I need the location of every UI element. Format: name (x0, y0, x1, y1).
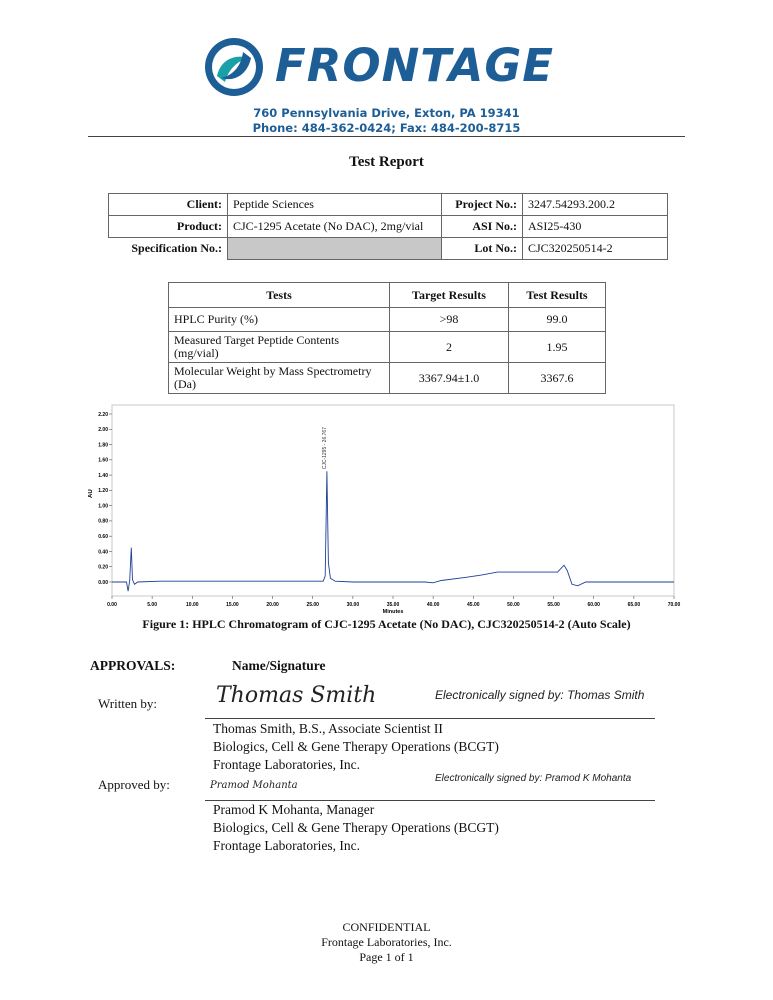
figure-caption: Figure 1: HPLC Chromatogram of CJC-1295 Acetate (No DAC), CJC320250514-2 (Auto Scale) (142, 617, 631, 631)
y-axis-label: AU (88, 489, 94, 498)
hplc-chromatogram (88, 404, 685, 616)
y-tick-label: 0.20 (98, 564, 108, 571)
written-department: Biologics, Cell & Gene Therapy Operations (BCGT) (213, 739, 499, 754)
x-tick-label: 0.00 (107, 602, 117, 608)
logo-text: FRONTAGE (275, 39, 555, 92)
chromatogram-trace (112, 471, 674, 591)
y-tick-label: 0.60 (98, 533, 108, 540)
written-name-title: Thomas Smith, B.S., Associate Scientist II (213, 721, 443, 736)
asi-label: ASI No.: (442, 216, 523, 238)
x-tick-label: 15.00 (226, 602, 239, 608)
tests-header: Tests (169, 283, 390, 308)
project-label: Project No.: (442, 194, 523, 216)
footer-company: Frontage Laboratories, Inc. (321, 935, 452, 949)
target-value: 2 (390, 332, 509, 363)
x-tick-label: 50.00 (507, 602, 520, 608)
written-by-label: Written by: (98, 696, 158, 711)
written-signature-line (205, 718, 655, 719)
page-number: Page 1 of 1 (359, 950, 414, 964)
confidential-label: CONFIDENTIAL (342, 920, 431, 934)
x-tick-label: 70.00 (667, 602, 681, 608)
x-tick-label: 10.00 (186, 602, 199, 608)
chromatogram-svg (88, 404, 685, 616)
table-row (169, 332, 606, 363)
project-value: 3247.54293.200.2 (523, 194, 668, 216)
page-footer (0, 920, 773, 965)
report-info-table (108, 193, 668, 260)
table-row (169, 363, 606, 394)
approved-department: Biologics, Cell & Gene Therapy Operations (BCGT) (213, 820, 499, 835)
approved-name-title: Pramod K Mohanta, Manager (213, 802, 375, 817)
lot-label: Lot No.: (442, 238, 523, 260)
company-logo (203, 36, 573, 96)
company-address: 760 Pennsylvania Drive, Exton, PA 19341 (253, 106, 520, 120)
lot-value: CJC320250514-2 (523, 238, 668, 260)
y-tick-label: 0.00 (98, 579, 108, 586)
y-tick-label: 2.00 (98, 427, 108, 434)
y-tick-label: 1.60 (98, 457, 108, 464)
x-tick-label: 60.00 (587, 602, 600, 608)
spec-label: Specification No.: (131, 241, 222, 256)
client-label: Client: (109, 194, 228, 216)
result-value: 3367.6 (509, 363, 606, 394)
name-signature-heading: Name/Signature (232, 658, 326, 673)
x-tick-label: 35.00 (386, 602, 400, 608)
tests-header-row (169, 283, 606, 308)
tests-table (168, 282, 606, 394)
header-divider (88, 136, 685, 137)
product-label: Product: (109, 216, 228, 238)
x-tick-label: 55.00 (547, 602, 560, 608)
x-tick-label: 25.00 (306, 602, 319, 608)
test-name: Measured Target Peptide Contents (mg/vial) (169, 332, 390, 363)
approved-signature: Pramod Mohanta (210, 780, 298, 791)
y-tick-label: 1.40 (98, 472, 108, 479)
target-header: Target Results (390, 283, 509, 308)
result-value: 1.95 (509, 332, 606, 363)
product-value: CJC-1295 Acetate (No DAC), 2mg/vial (228, 216, 442, 238)
y-tick-label: 1.00 (98, 503, 108, 510)
approved-company: Frontage Laboratories, Inc. (213, 838, 360, 853)
plot-frame (112, 405, 674, 596)
x-tick-label: 65.00 (627, 602, 641, 608)
asi-value: ASI25-430 (523, 216, 668, 238)
logo-mark-icon (203, 36, 265, 98)
written-esignature: Electronically signed by: Thomas Smith (435, 688, 645, 702)
client-value: Peptide Sciences (228, 194, 442, 216)
y-tick-label: 1.20 (98, 488, 108, 495)
target-value: >98 (390, 308, 509, 332)
y-tick-label: 1.80 (98, 442, 108, 449)
x-tick-label: 5.00 (147, 602, 158, 608)
approved-esignature: Electronically signed by: Pramod K Mohanta (435, 773, 632, 784)
y-tick-label: 0.40 (98, 549, 108, 556)
company-phone: Phone: 484-362-0424; Fax: 484-200-8715 (252, 121, 521, 135)
result-header: Test Results (509, 283, 606, 308)
approved-by-label: Approved by: (98, 777, 170, 792)
written-signature: Thomas Smith (216, 683, 377, 708)
table-row (169, 308, 606, 332)
approvals-heading: APPROVALS: (90, 658, 176, 673)
peak-label: CJC-1295 - 26.767 (321, 427, 328, 470)
spec-value (228, 238, 442, 260)
result-value: 99.0 (509, 308, 606, 332)
test-name: Molecular Weight by Mass Spectrometry (Da) (169, 363, 390, 394)
x-tick-label: 40.00 (426, 602, 440, 608)
x-tick-label: 20.00 (266, 602, 279, 608)
x-tick-label: 45.00 (467, 602, 480, 608)
x-tick-label: 30.00 (346, 602, 360, 608)
y-tick-label: 0.80 (98, 518, 108, 525)
approved-by-details (213, 801, 499, 855)
written-company: Frontage Laboratories, Inc. (213, 757, 360, 772)
y-tick-label: 2.20 (98, 411, 108, 418)
written-by-details (213, 720, 499, 774)
x-axis-label: Minutes (382, 609, 404, 615)
target-value: 3367.94±1.0 (390, 363, 509, 394)
test-name: HPLC Purity (%) (169, 308, 390, 332)
report-title: Test Report (349, 154, 424, 170)
